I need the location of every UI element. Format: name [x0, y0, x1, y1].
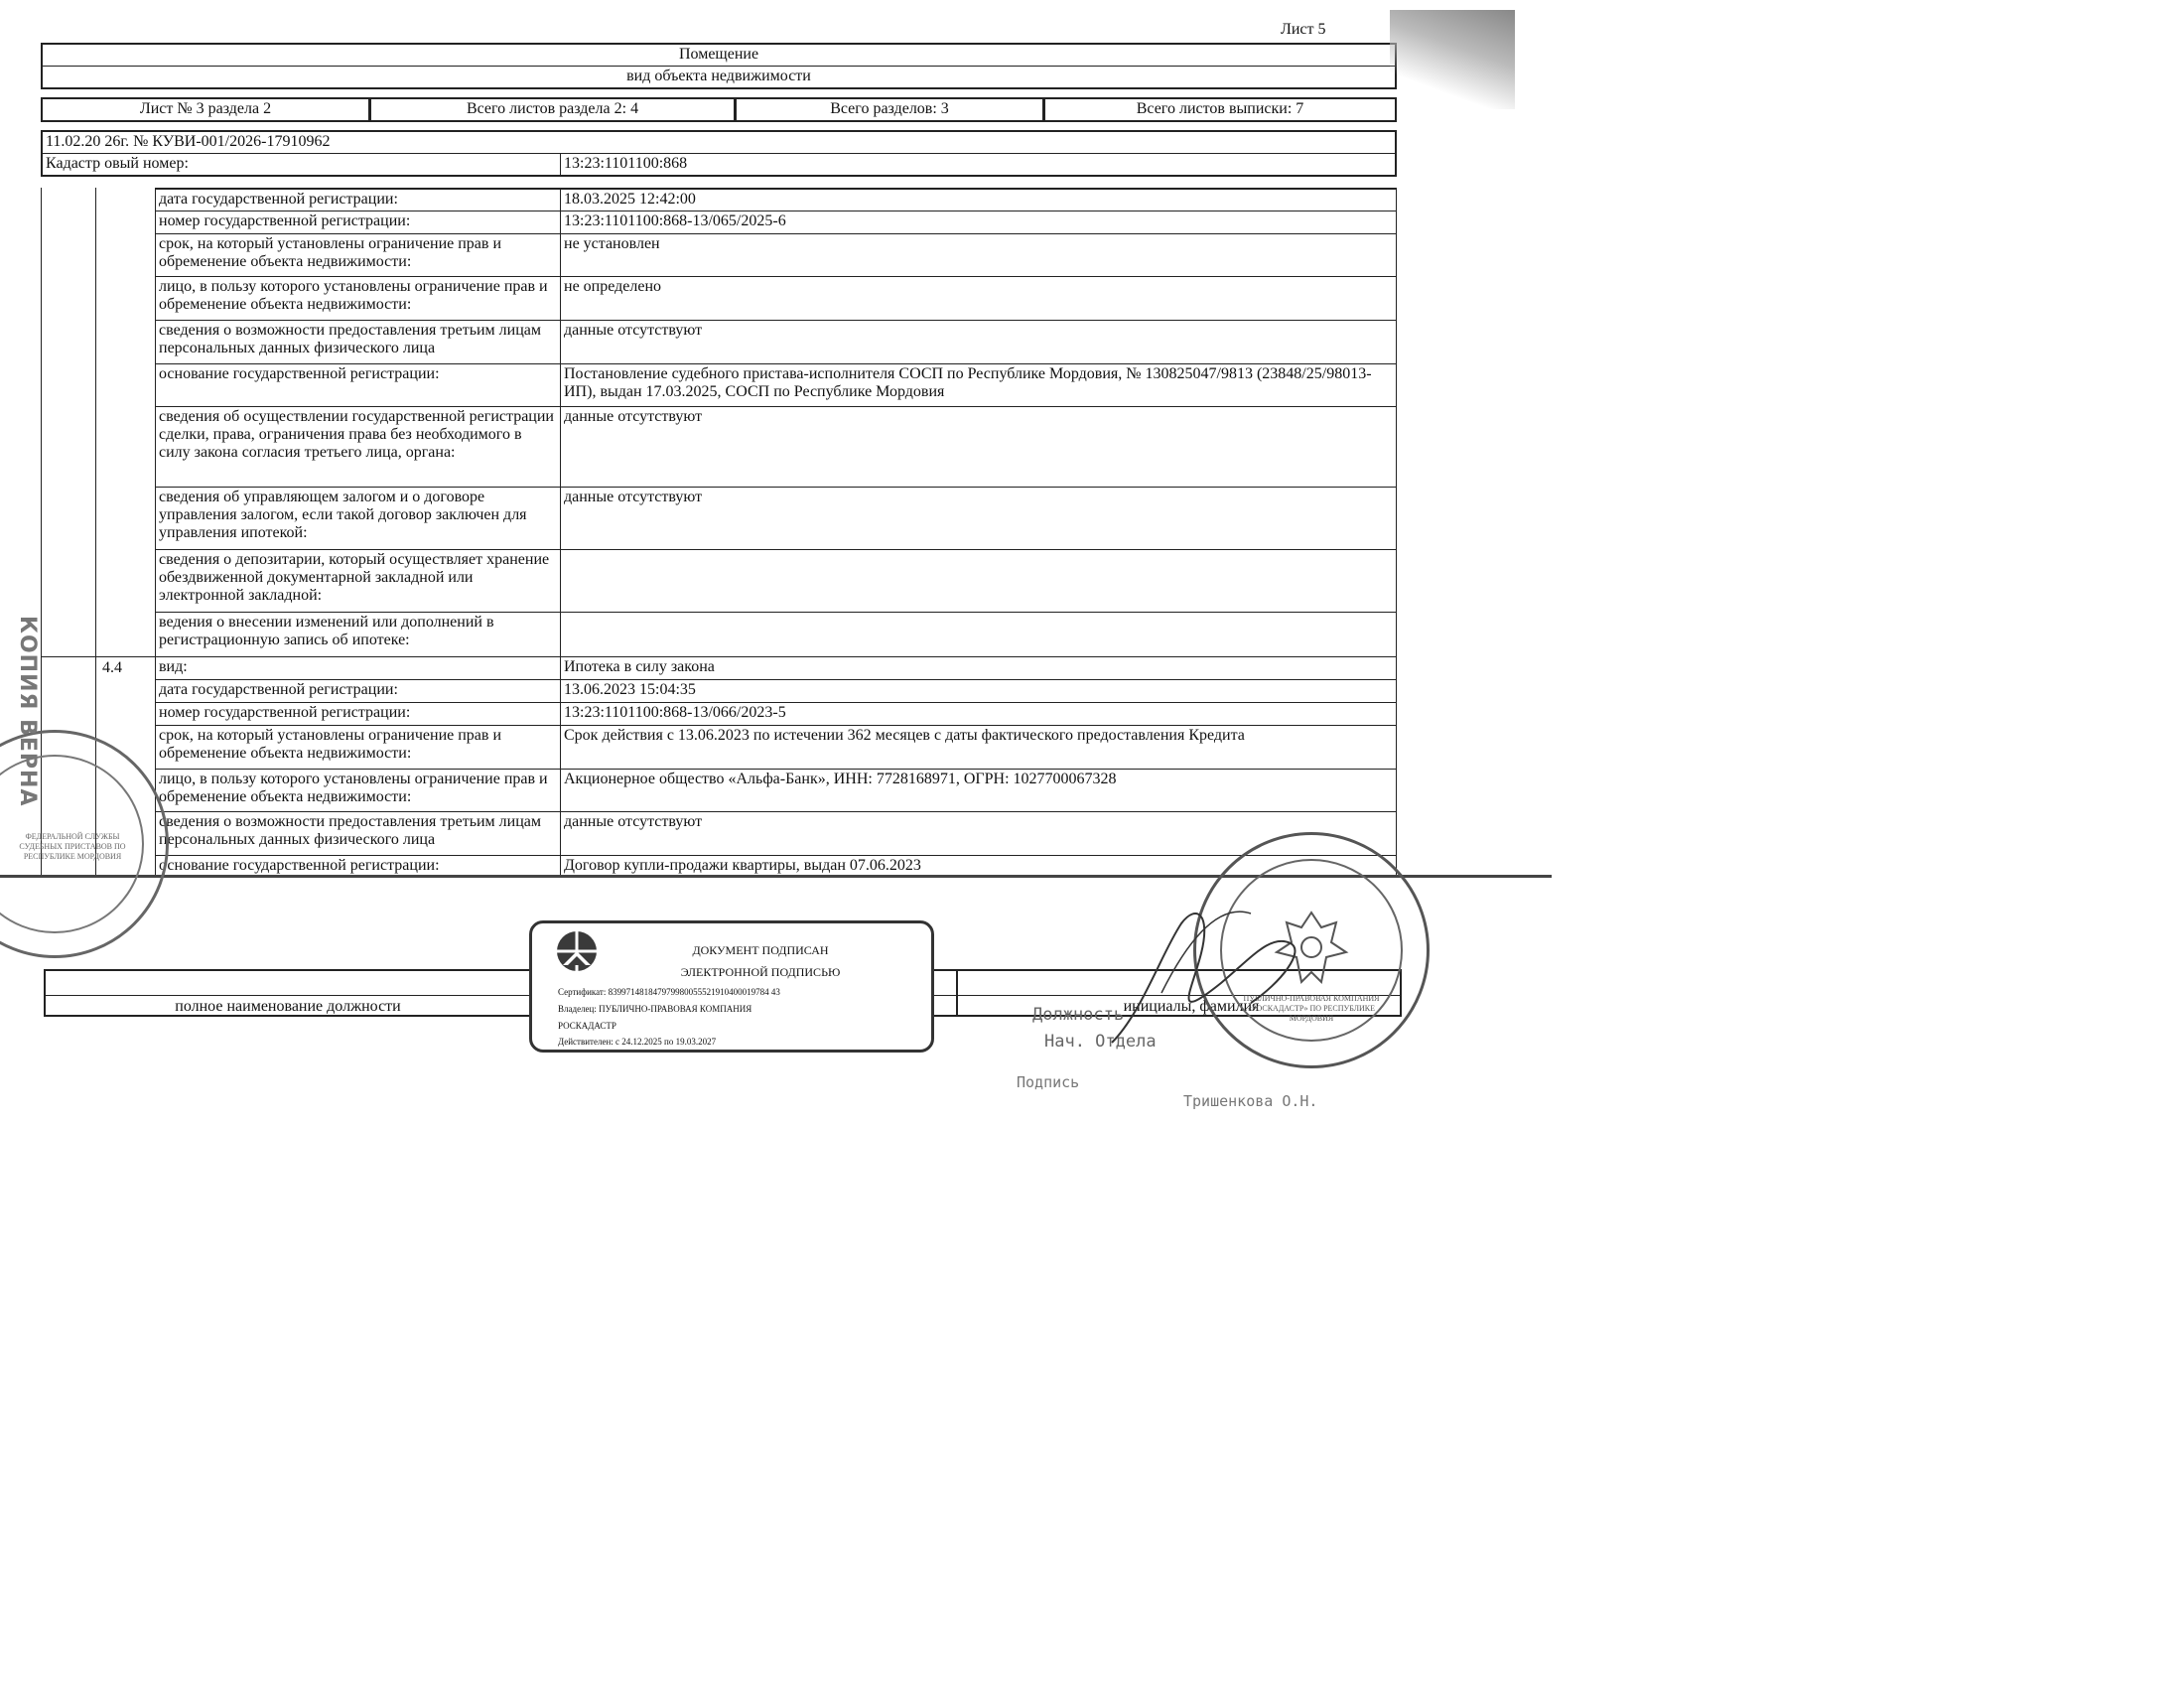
seal-right-text: ПУБЛИЧНО-ПРАВОВАЯ КОМПАНИЯ «РОСКАДАСТР» ПО РЕСПУБЛИКЕ МОРДОВИЯ	[1243, 994, 1380, 1023]
entry-number: 4.4	[102, 659, 122, 676]
signature-owner-line2: РОСКАДАСТР	[558, 1021, 616, 1031]
roskadastr-logo-icon	[554, 928, 600, 974]
stamp-department: Нач. Отдела	[1044, 1032, 1157, 1052]
row-label: сведения о депозитарии, который осуществляет хранение обездвиженной документарной закладной или электронной закладной:	[155, 549, 561, 613]
row-value: Договор купли-продажи квартиры, выдан 07.06.2023	[560, 855, 1397, 878]
signature-certificate: Сертификат: 839971481847979980055521910400019784 43	[558, 987, 780, 997]
object-type: Помещение	[41, 43, 1397, 67]
row-value: данные отсутствуют	[560, 811, 1397, 856]
row-label: сведения о возможности предоставления третьим лицам персональных данных физического лица	[155, 320, 561, 364]
signature-owner-line1: Владелец: ПУБЛИЧНО-ПРАВОВАЯ КОМПАНИЯ	[558, 1004, 752, 1014]
row-value	[560, 612, 1397, 657]
row-value: Срок действия с 13.06.2023 по истечении 362 месяцев с даты фактического предоставления Кредита	[560, 725, 1397, 770]
row-label: дата государственной регистрации:	[155, 679, 561, 703]
row-label: лицо, в пользу которого установлены ограничение прав и обременение объекта недвижимости:	[155, 276, 561, 321]
seal-left-text: ФЕДЕРАЛЬНОЙ СЛУЖБЫ СУДЕБНЫХ ПРИСТАВОВ ПО РЕСПУБЛИКЕ МОРДОВИЯ	[19, 832, 126, 861]
row-value: 18.03.2025 12:42:00	[560, 188, 1397, 211]
row-value: 13.06.2023 15:04:35	[560, 679, 1397, 703]
row-value: Постановление судебного пристава-исполнителя СОСП по Республике Мордовия, № 130825047/9813 (23848/25/98013-ИП), выдан 17.03.2025, СОСП по Республике Мордовия	[560, 363, 1397, 407]
electronic-signature-box	[529, 920, 934, 1053]
row-label: основание государственной регистрации:	[155, 855, 561, 878]
row-label: сведения об управляющем залогом и о договоре управления залогом, если такой договор заключен для управления ипотекой:	[155, 487, 561, 550]
row-label: номер государственной регистрации:	[155, 702, 561, 726]
cadastral-value: 13:23:1101100:868	[560, 153, 1397, 177]
row-label: вид:	[155, 656, 561, 680]
row-label: дата государственной регистрации:	[155, 188, 561, 211]
row-label: срок, на который установлены ограничение прав и обременение объекта недвижимости:	[155, 725, 561, 770]
row-value: Ипотека в силу закона	[560, 656, 1397, 680]
row-value: 13:23:1101100:868-13/065/2025-6	[560, 211, 1397, 234]
row-label: лицо, в пользу которого установлены ограничение прав и обременение объекта недвижимости:	[155, 769, 561, 812]
copy-verified-stamp: КОПИЯ ВЕРНА	[15, 616, 40, 807]
row-value: 13:23:1101100:868-13/066/2023-5	[560, 702, 1397, 726]
stamp-official-name: Тришенкова О.Н.	[1183, 1092, 1318, 1110]
signature-title-line1: ДОКУМЕНТ ПОДПИСАН	[692, 943, 829, 957]
row-value: Акционерное общество «Альфа-Банк», ИНН: 7728168971, ОГРН: 1027700067328	[560, 769, 1397, 812]
header-extract-sheets: Всего листов выписки: 7	[1043, 97, 1397, 122]
row-label: срок, на который установлены ограничение прав и обременение объекта недвижимости:	[155, 233, 561, 277]
stamp-sign-label: Подпись	[1017, 1073, 1080, 1091]
footer-divider-v2	[956, 969, 958, 1017]
row-label: ведения о внесении изменений или дополнений в регистрационную запись об ипотеке:	[155, 612, 561, 657]
row-value: данные отсутствуют	[560, 487, 1397, 550]
row-label: основание государственной регистрации:	[155, 363, 561, 407]
scan-shadow-corner	[1390, 10, 1515, 109]
row-label: сведения о возможности предоставления третьим лицам персональных данных физического лица	[155, 811, 561, 856]
header-sections-total: Всего разделов: 3	[735, 97, 1044, 122]
row-value: не установлен	[560, 233, 1397, 277]
stamp-position: Должность	[1032, 1005, 1125, 1025]
row-value: данные отсутствуют	[560, 406, 1397, 488]
header-sheet-number: Лист № 3 раздела 2	[41, 97, 370, 122]
signature-valid: Действителен: с 24.12.2025 по 19.03.2027	[558, 1037, 717, 1047]
name-caption: инициалы, фамилия	[1123, 998, 1260, 1015]
position-caption: полное наименование должности	[175, 998, 401, 1015]
row-value: не определено	[560, 276, 1397, 321]
row-label: сведения об осуществлении государственной регистрации сделки, права, ограничения права без необходимого в силу закона согласия третьего лица, органа:	[155, 406, 561, 488]
row-value	[560, 549, 1397, 613]
row-value: данные отсутствуют	[560, 320, 1397, 364]
row-label: номер государственной регистрации:	[155, 211, 561, 234]
sheet-label: Лист 5	[1281, 21, 1326, 38]
signature-title-line2: ЭЛЕКТРОННОЙ ПОДПИСЬЮ	[680, 965, 841, 979]
index-divider	[41, 656, 156, 657]
cadastral-label: Кадастр овый номер:	[41, 153, 561, 177]
object-type-caption: вид объекта недвижимости	[41, 66, 1397, 89]
extract-number: 11.02.20 26г. № КУВИ-001/2026-17910962	[41, 130, 1397, 154]
handwritten-signature	[1102, 894, 1320, 1053]
header-section-sheets: Всего листов раздела 2: 4	[369, 97, 736, 122]
